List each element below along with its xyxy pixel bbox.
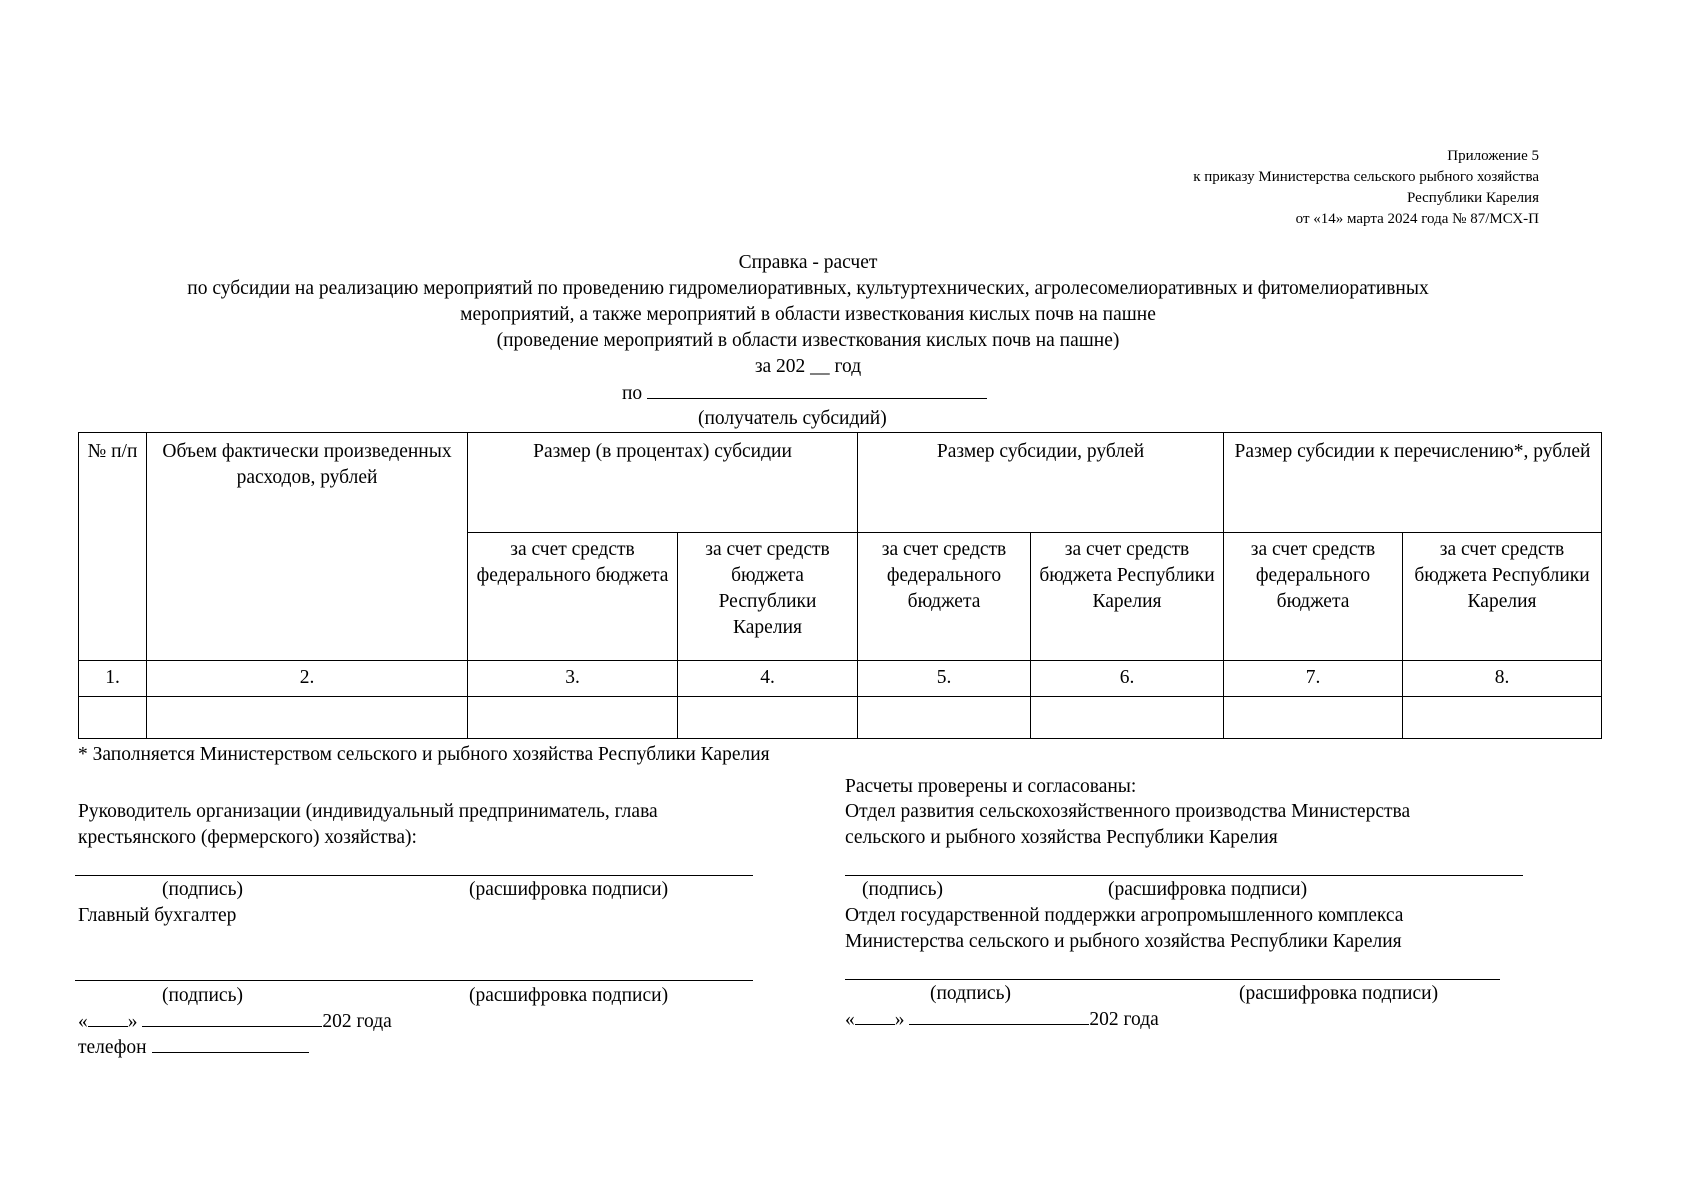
data-cell[interactable]: [1031, 697, 1224, 739]
column-number: 3.: [468, 661, 678, 697]
header-volume: Объем фактически произведенных расходов, рублей: [147, 433, 468, 661]
annex-line-4: от «14» марта 2024 года № 87/МСХ-П: [1295, 211, 1539, 227]
column-number: 2.: [147, 661, 468, 697]
head-signature-line[interactable]: [75, 875, 753, 876]
data-row: [79, 697, 1602, 739]
date-year: 202 года: [322, 1011, 392, 1032]
column-number: 4.: [678, 661, 858, 697]
date-close-quote: »: [127, 1011, 138, 1032]
column-number: 6.: [1031, 661, 1224, 697]
column-number: 5.: [858, 661, 1031, 697]
date-day-field[interactable]: [88, 1009, 128, 1027]
sign-caption: (подпись): [862, 879, 943, 900]
head-of-organization-label: [78, 799, 658, 851]
recipient-line: [622, 380, 987, 407]
annex-line-2: к приказу Министерства сельского рыбного хозяйства: [1193, 169, 1539, 185]
annex-line-1: Приложение 5: [1447, 148, 1539, 164]
calculation-table: [78, 432, 1602, 739]
date-day-field[interactable]: [855, 1007, 895, 1025]
header-num: № п/п: [79, 433, 147, 661]
header-transfer: Размер субсидии к перечислению*, рублей: [1224, 433, 1602, 533]
decode-caption: (расшифровка подписи): [469, 879, 669, 900]
dept1-signature-line[interactable]: [845, 875, 1523, 876]
sign-caption: (подпись): [162, 879, 243, 900]
title-line-3: мероприятий, а также мероприятий в области известкования кислых почв на пашне: [460, 304, 1156, 325]
data-cell[interactable]: [858, 697, 1031, 739]
header-amount: Размер субсидии, рублей: [858, 433, 1224, 533]
sub-header-federal: за счет средств федерального бюджета: [1224, 533, 1403, 661]
sign-caption: (подпись): [930, 983, 1011, 1004]
recipient-field[interactable]: [647, 380, 987, 399]
date-line-right: [845, 1007, 1159, 1033]
date-open-quote: «: [78, 1011, 88, 1032]
sign-caption: (подпись): [162, 985, 243, 1006]
data-cell[interactable]: [468, 697, 678, 739]
title-line-4: (проведение мероприятий в области известкования кислых почв на пашне): [496, 330, 1120, 351]
column-number: 7.: [1224, 661, 1403, 697]
column-number: 8.: [1403, 661, 1602, 697]
dept2-signature-line[interactable]: [845, 979, 1500, 980]
year-line: за 202 __ год: [754, 356, 862, 377]
date-line-left: [78, 1009, 392, 1035]
dept2-line-2: Министерства сельского и рыбного хозяйства Республики Карелия: [845, 931, 1402, 952]
sub-header-regional: за счет средств бюджета Республики Карелия: [1031, 533, 1224, 661]
decode-caption: (расшифровка подписи): [1239, 983, 1439, 1004]
accountant-signature-line[interactable]: [75, 980, 753, 981]
date-month-field[interactable]: [142, 1009, 322, 1027]
sub-header-federal: за счет средств федерального бюджета: [468, 533, 678, 661]
dept1-line-1: Отдел развития сельскохозяйственного производства Министерства: [845, 801, 1411, 822]
title-line-1: Справка - расчет: [738, 252, 878, 273]
phone-line: [78, 1035, 309, 1061]
data-cell[interactable]: [147, 697, 468, 739]
sub-header-regional: за счет средств бюджета Республики Карелия: [678, 533, 858, 661]
data-cell[interactable]: [79, 697, 147, 739]
dept1-block: [845, 799, 1410, 851]
phone-label: телефон: [78, 1037, 147, 1058]
sub-header-federal: за счет средств федерального бюджета: [858, 533, 1031, 661]
date-year: 202 года: [1089, 1009, 1159, 1030]
annex-block: [1193, 146, 1539, 230]
chief-accountant-label: Главный бухгалтер: [78, 905, 237, 926]
phone-field[interactable]: [152, 1035, 309, 1053]
column-number-row: [79, 661, 1602, 697]
dept1-line-2: сельского и рыбного хозяйства Республики Карелия: [845, 827, 1278, 848]
data-cell[interactable]: [1224, 697, 1403, 739]
title-line-2: по субсидии на реализацию мероприятий по проведению гидромелиоративных, культуртехнических, агролесомелиоративных и фитомелиоративных: [187, 278, 1429, 299]
annex-line-3: Республики Карелия: [1406, 190, 1539, 206]
dept2-line-1: Отдел государственной поддержки агропромышленного комплекса: [845, 905, 1404, 926]
footnote: * Заполняется Министерством сельского и рыбного хозяйства Республики Карелия: [78, 744, 770, 765]
decode-caption: (расшифровка подписи): [469, 985, 669, 1006]
header-percent: Размер (в процентах) субсидии: [468, 433, 858, 533]
data-cell[interactable]: [1403, 697, 1602, 739]
decode-caption: (расшифровка подписи): [1108, 879, 1308, 900]
head-line-2: крестьянского (фермерского) хозяйства):: [78, 827, 417, 848]
data-cell[interactable]: [678, 697, 858, 739]
date-month-field[interactable]: [909, 1007, 1089, 1025]
recipient-prefix: по: [622, 383, 643, 404]
date-open-quote: «: [845, 1009, 855, 1030]
sub-header-regional: за счет средств бюджета Республики Карелия: [1403, 533, 1602, 661]
date-close-quote: »: [894, 1009, 905, 1030]
checked-label: Расчеты проверены и согласованы:: [845, 776, 1137, 797]
document-title: [0, 250, 1616, 380]
column-number: 1.: [79, 661, 147, 697]
dept2-block: [845, 903, 1403, 955]
recipient-caption: (получатель субсидий): [698, 408, 887, 429]
head-line-1: Руководитель организации (индивидуальный предприниматель, глава: [78, 801, 658, 822]
